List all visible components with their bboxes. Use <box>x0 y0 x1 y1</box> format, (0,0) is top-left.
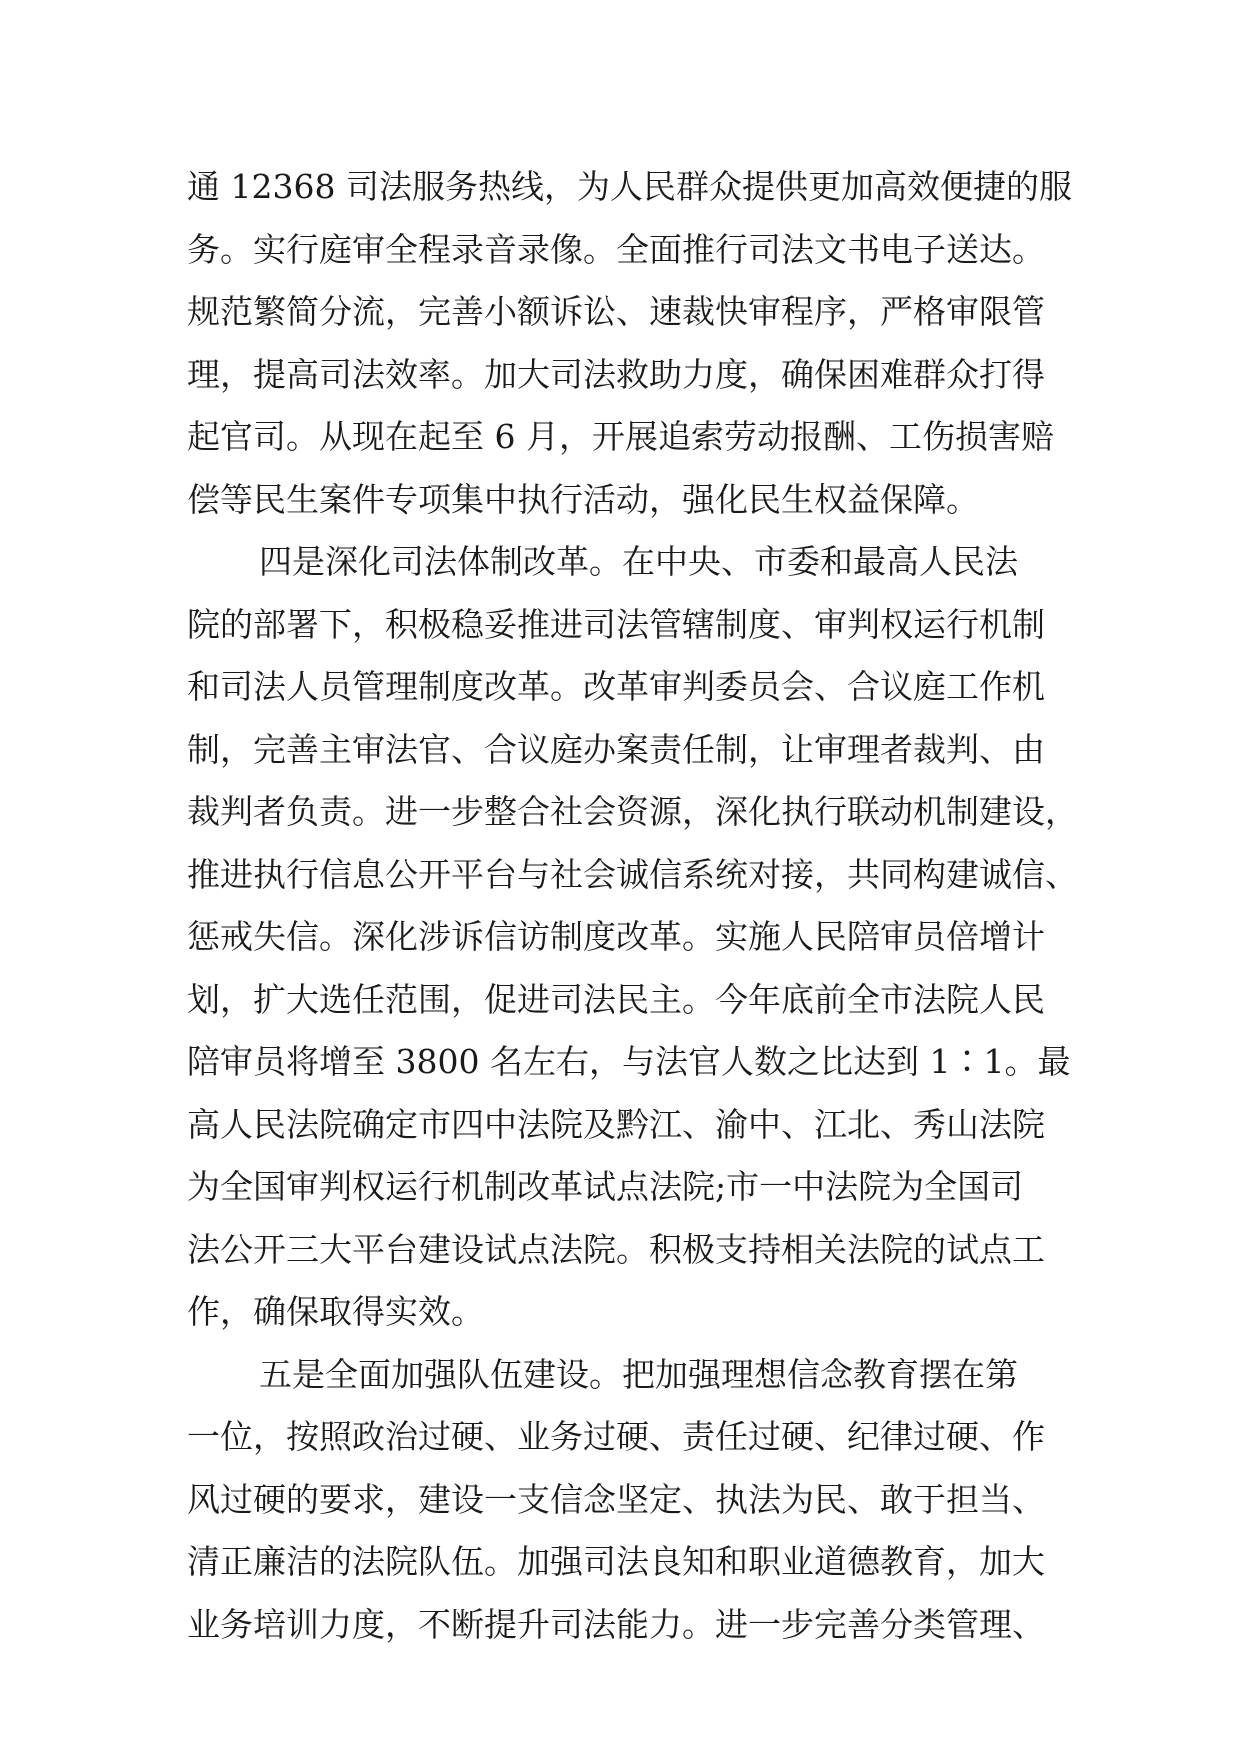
text-line: 制，完善主审法官、合议庭办案责任制，让审理者裁判、由 <box>187 729 1045 769</box>
text-line: 务。实行庭审全程录音录像。全面推行司法文书电子送达。 <box>187 229 1045 269</box>
body-text <box>187 156 1078 1656</box>
text-line: 清正廉洁的法院队伍。加强司法良知和职业道德教育，加大 <box>187 1542 1045 1581</box>
text-line: 和司法人员管理制度改革。改革审判委员会、合议庭工作机 <box>187 667 1045 706</box>
text-line: 高人民法院确定市四中法院及黔江、渝中、江北、秀山法院 <box>187 1104 1045 1144</box>
text-line: 风过硬的要求，建设一支信念坚定、执法为民、敢于担当、 <box>187 1479 1045 1519</box>
text-line: 起官司。从现在起至 6 月，开展追索劳动报酬、工伤损害赔 <box>187 417 1054 456</box>
text-line: 法公开三大平台建设试点法院。积极支持相关法院的试点工 <box>187 1229 1045 1269</box>
text-line: 偿等民生案件专项集中执行活动，强化民生权益保障。 <box>187 479 979 519</box>
text-line: 裁判者负责。进一步整合社会资源，深化执行联动机制建设， <box>187 792 1078 831</box>
text-line: 划，扩大选任范围，促进司法民主。今年底前全市法院人民 <box>187 979 1045 1019</box>
text-line: 陪审员将增至 3800 名左右，与法官人数之比达到 1∶1。最 <box>187 1042 1071 1081</box>
text-line: 规范繁简分流，完善小额诉讼、速裁快审程序，严格审限管 <box>187 292 1045 331</box>
paragraph-start-line: 五是全面加强队伍建设。把加强理想信念教育摆在第 <box>259 1354 1018 1394</box>
text-line: 推进执行信息公开平台与社会诚信系统对接，共同构建诚信、 <box>187 854 1078 894</box>
text-line: 院的部署下，积极稳妥推进司法管辖制度、审判权运行机制 <box>187 604 1045 644</box>
text-line: 理，提高司法效率。加大司法救助力度，确保困难群众打得 <box>187 354 1045 394</box>
text-line: 业务培训力度，不断提升司法能力。进一步完善分类管理、 <box>187 1604 1045 1644</box>
text-line: 一位，按照政治过硬、业务过硬、责任过硬、纪律过硬、作 <box>187 1417 1045 1456</box>
text-line: 通 12368 司法服务热线，为人民群众提供更加高效便捷的服 <box>187 167 1072 206</box>
text-line: 为全国审判权运行机制改革试点法院;市一中法院为全国司 <box>187 1167 1024 1206</box>
text-line: 作，确保取得实效。 <box>187 1292 484 1331</box>
paragraph-start-line: 四是深化司法体制改革。在中央、市委和最高人民法 <box>259 542 1018 581</box>
text-line: 惩戒失信。深化涉诉信访制度改革。实施人民陪审员倍增计 <box>187 917 1045 956</box>
